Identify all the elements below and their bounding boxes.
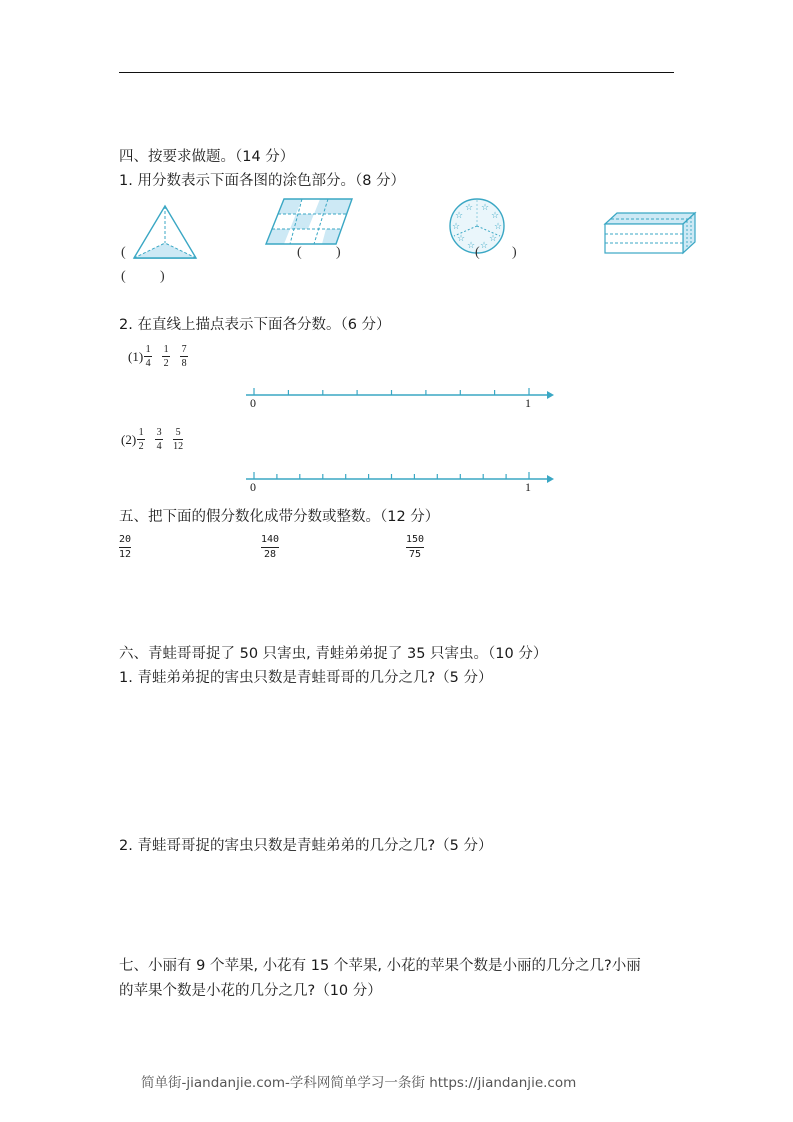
section-4-q2-title: 2. 在直线上描点表示下面各分数。（6 分）: [119, 317, 391, 333]
answer-paren-open-2: (: [297, 245, 302, 260]
answer-paren-open-1b: (: [121, 269, 126, 284]
answer-paren-open-1: (: [121, 245, 126, 260]
svg-text:☆: ☆: [479, 241, 489, 251]
cuboid-figure: [603, 210, 697, 256]
answer-paren-close-2: ): [336, 245, 341, 260]
fraction: $\frac{1}{4}$: [145, 344, 151, 369]
part-label: (1): [128, 348, 144, 364]
svg-text:☆: ☆: [464, 203, 474, 213]
number-line-start-label: 0: [250, 480, 256, 494]
number-line-end-label: 1: [525, 396, 531, 410]
fraction: $\frac{1}{2}$: [138, 427, 144, 452]
section-5-title: 五、把下面的假分数化成带分数或整数。（12 分）: [119, 509, 440, 525]
svg-text:☆: ☆: [480, 203, 490, 213]
svg-text:☆: ☆: [451, 222, 461, 232]
fraction: $\frac{5}{12}$: [173, 427, 184, 452]
answer-paren-close-1b: ): [160, 269, 165, 284]
number-line-eighths[interactable]: [244, 384, 556, 410]
fraction: $\frac{1}{2}$: [163, 344, 169, 369]
parallelogram-grid-figure: [264, 197, 356, 247]
improper-fraction-3: 150 75: [406, 534, 425, 560]
number-line-start-label: 0: [250, 396, 256, 410]
svg-text:☆: ☆: [456, 234, 466, 244]
fraction: $\frac{7}{8}$: [181, 344, 187, 369]
svg-text:☆: ☆: [488, 234, 498, 244]
section-6-q2: 2. 青蛙哥哥捉的害虫只数是青蛙弟弟的几分之几?（5 分）: [119, 838, 493, 854]
section-7-line2: 的苹果个数是小花的几分之几?（10 分）: [119, 983, 382, 999]
section-4-title: 四、按要求做题。（14 分）: [119, 149, 295, 165]
triangle-pyramid-figure: [130, 203, 200, 263]
improper-fraction-1: 20 12: [119, 534, 132, 560]
q2-part2-fractions: [121, 427, 193, 452]
svg-text:☆: ☆: [466, 241, 476, 251]
section-7-line1: 七、小丽有 9 个苹果, 小花有 15 个苹果, 小花的苹果个数是小丽的几分之几?小丽: [119, 958, 641, 974]
section-4-q1-title: 1. 用分数表示下面各图的涂色部分。（8 分）: [119, 173, 406, 189]
improper-fraction-2: 140 28: [261, 534, 280, 560]
number-line-end-label: 1: [525, 480, 531, 494]
section-6-title: 六、青蛙哥哥捉了 50 只害虫, 青蛙弟弟捉了 35 只害虫。（10 分）: [119, 646, 548, 662]
svg-text:☆: ☆: [493, 222, 503, 232]
footer-watermark: 简单街-jiandanjie.com-学科网简单学习一条街 https://jiandanjie.com: [141, 1075, 577, 1091]
svg-text:☆: ☆: [490, 211, 500, 221]
q2-part1-fractions: [128, 344, 198, 369]
header-rule: [119, 72, 674, 73]
answer-paren-close-3: ): [512, 245, 517, 260]
answer-paren-open-3: (: [475, 245, 480, 260]
part-label: (2): [121, 431, 137, 447]
fraction: $\frac{3}{4}$: [156, 427, 162, 452]
section-6-q1: 1. 青蛙弟弟捉的害虫只数是青蛙哥哥的几分之几?（5 分）: [119, 670, 493, 686]
svg-text:☆: ☆: [454, 211, 464, 221]
number-line-twelfths[interactable]: [244, 468, 556, 494]
